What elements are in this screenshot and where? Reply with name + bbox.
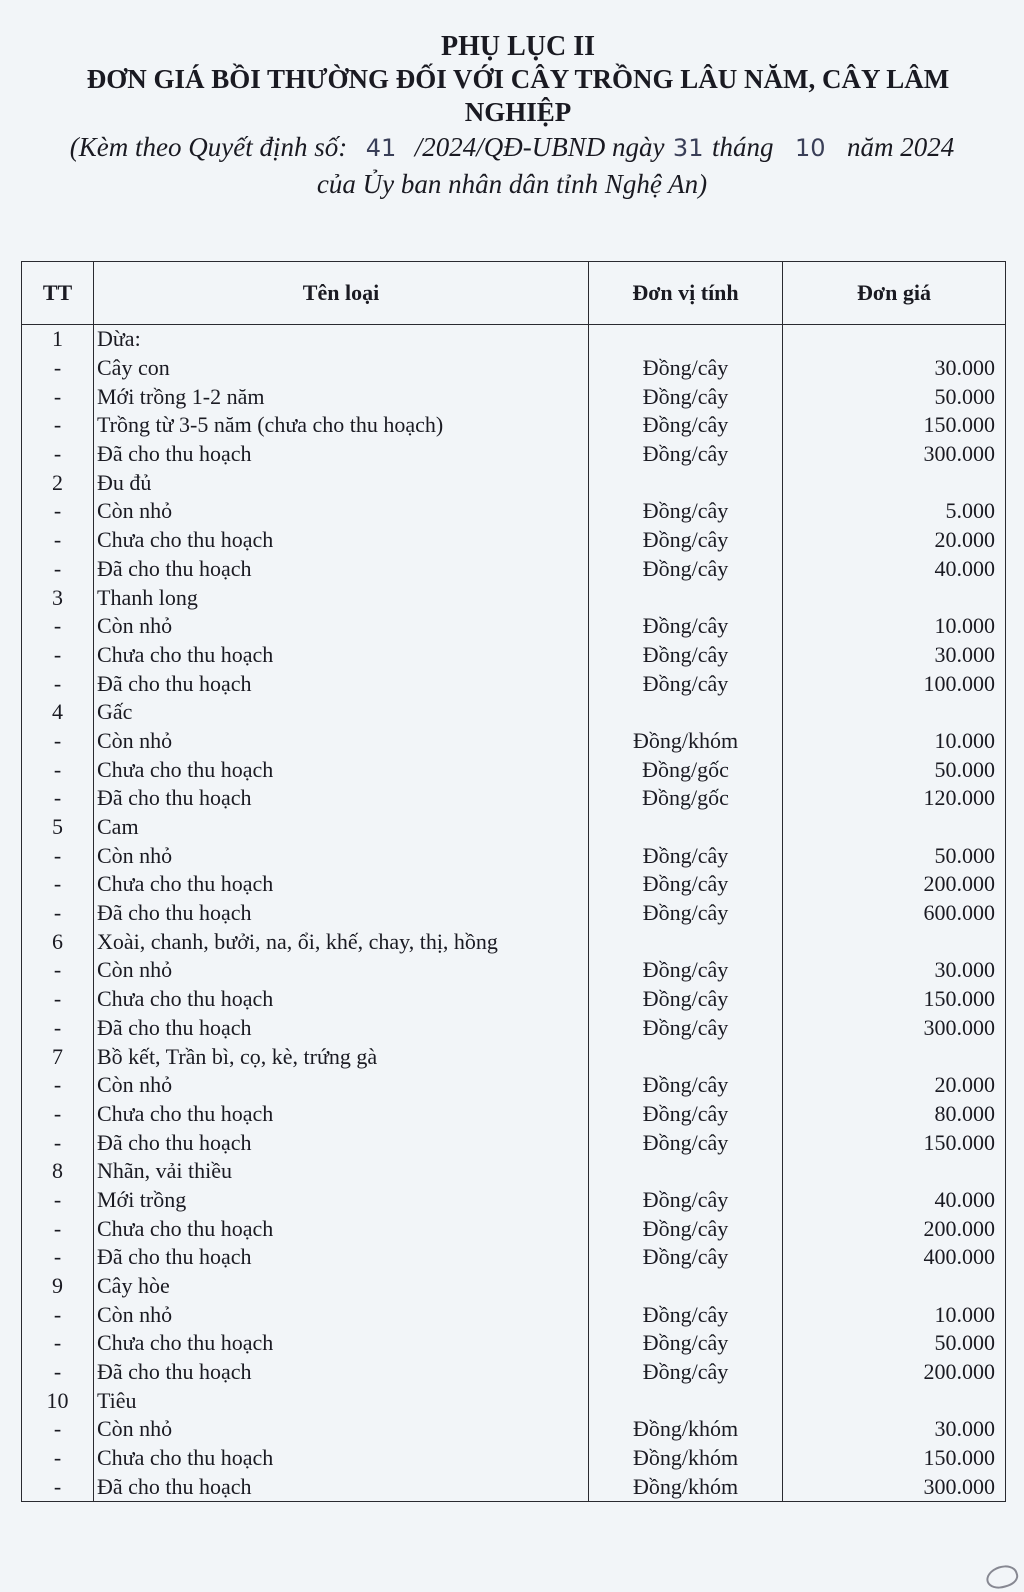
row-unit bbox=[589, 1386, 783, 1415]
ref-suffix: /2024/QĐ-UBND ngày bbox=[414, 132, 665, 162]
row-unit: Đồng/khóm bbox=[589, 1473, 783, 1502]
row-name: Tiêu bbox=[94, 1386, 589, 1415]
table-row bbox=[22, 382, 1006, 411]
row-name: Còn nhỏ bbox=[94, 497, 589, 526]
row-unit: Đồng/cây bbox=[589, 354, 783, 383]
table-row bbox=[22, 784, 1006, 813]
document-header bbox=[0, 30, 1024, 202]
ref-month-label: tháng bbox=[711, 132, 774, 162]
row-unit: Đồng/cây bbox=[589, 1358, 783, 1387]
row-name: Đã cho thu hoạch bbox=[94, 669, 589, 698]
row-price: 20.000 bbox=[783, 526, 1006, 555]
table-row bbox=[22, 325, 1006, 354]
row-price: 400.000 bbox=[783, 1243, 1006, 1272]
row-name: Mới trồng 1-2 năm bbox=[94, 382, 589, 411]
row-name: Gấc bbox=[94, 698, 589, 727]
table-row bbox=[22, 468, 1006, 497]
table-row bbox=[22, 411, 1006, 440]
decision-issuer: của Ủy ban nhân dân tỉnh Nghệ An) bbox=[316, 169, 708, 199]
row-price: 100.000 bbox=[783, 669, 1006, 698]
row-price: 30.000 bbox=[783, 354, 1006, 383]
row-price: 150.000 bbox=[783, 1128, 1006, 1157]
row-tt: 10 bbox=[22, 1386, 94, 1415]
row-name: Đã cho thu hoạch bbox=[94, 784, 589, 813]
row-name: Còn nhỏ bbox=[94, 956, 589, 985]
row-name: Đã cho thu hoạch bbox=[94, 1014, 589, 1043]
table-row bbox=[22, 1300, 1006, 1329]
row-unit bbox=[589, 468, 783, 497]
row-price: 200.000 bbox=[783, 870, 1006, 899]
row-unit: Đồng/cây bbox=[589, 669, 783, 698]
table-row bbox=[22, 1358, 1006, 1387]
row-name: Đã cho thu hoạch bbox=[94, 440, 589, 469]
col-header-tt: TT bbox=[22, 262, 94, 325]
row-price bbox=[783, 468, 1006, 497]
row-unit: Đồng/khóm bbox=[589, 727, 783, 756]
row-tt: - bbox=[22, 755, 94, 784]
row-unit: Đồng/cây bbox=[589, 440, 783, 469]
row-unit: Đồng/cây bbox=[589, 1014, 783, 1043]
row-name: Xoài, chanh, bưởi, na, ổi, khế, chay, thị, hồng bbox=[94, 927, 589, 956]
row-unit: Đồng/cây bbox=[589, 841, 783, 870]
row-tt: 1 bbox=[22, 325, 94, 354]
row-price: 200.000 bbox=[783, 1358, 1006, 1387]
row-name: Thanh long bbox=[94, 583, 589, 612]
table-row bbox=[22, 1415, 1006, 1444]
row-name: Trồng từ 3-5 năm (chưa cho thu hoạch) bbox=[94, 411, 589, 440]
row-price: 200.000 bbox=[783, 1214, 1006, 1243]
row-price bbox=[783, 698, 1006, 727]
table-row bbox=[22, 1100, 1006, 1129]
row-unit: Đồng/cây bbox=[589, 1071, 783, 1100]
table-row bbox=[22, 698, 1006, 727]
table-row bbox=[22, 354, 1006, 383]
row-price: 150.000 bbox=[783, 1444, 1006, 1473]
row-tt: - bbox=[22, 841, 94, 870]
ref-day-handwritten: 31 bbox=[672, 134, 704, 162]
row-tt: - bbox=[22, 985, 94, 1014]
row-name: Chưa cho thu hoạch bbox=[94, 1444, 589, 1473]
row-unit: Đồng/cây bbox=[589, 497, 783, 526]
row-price: 50.000 bbox=[783, 382, 1006, 411]
row-tt: - bbox=[22, 669, 94, 698]
row-tt: - bbox=[22, 1128, 94, 1157]
table-header-row bbox=[22, 262, 1006, 325]
row-unit bbox=[589, 583, 783, 612]
table-row bbox=[22, 612, 1006, 641]
row-tt: 2 bbox=[22, 468, 94, 497]
row-unit: Đồng/cây bbox=[589, 1329, 783, 1358]
row-price bbox=[783, 1157, 1006, 1186]
row-name: Nhãn, vải thiều bbox=[94, 1157, 589, 1186]
row-tt: - bbox=[22, 612, 94, 641]
appendix-title: PHỤ LỤC II bbox=[440, 31, 595, 62]
row-unit bbox=[589, 813, 783, 842]
row-price bbox=[783, 1386, 1006, 1415]
table-row bbox=[22, 1186, 1006, 1215]
row-tt: - bbox=[22, 1473, 94, 1502]
row-name: Còn nhỏ bbox=[94, 727, 589, 756]
row-name: Cây con bbox=[94, 354, 589, 383]
row-name: Chưa cho thu hoạch bbox=[94, 755, 589, 784]
row-tt: - bbox=[22, 1444, 94, 1473]
row-unit: Đồng/cây bbox=[589, 870, 783, 899]
row-name: Cây hòe bbox=[94, 1272, 589, 1301]
ref-month-handwritten: 10 bbox=[794, 134, 826, 162]
table-row bbox=[22, 870, 1006, 899]
row-unit: Đồng/cây bbox=[589, 1214, 783, 1243]
row-tt: - bbox=[22, 497, 94, 526]
row-unit: Đồng/gốc bbox=[589, 755, 783, 784]
row-price: 80.000 bbox=[783, 1100, 1006, 1129]
row-name: Còn nhỏ bbox=[94, 1071, 589, 1100]
table-row bbox=[22, 1386, 1006, 1415]
row-name: Chưa cho thu hoạch bbox=[94, 1100, 589, 1129]
row-tt: - bbox=[22, 1415, 94, 1444]
row-price bbox=[783, 325, 1006, 354]
row-price: 5.000 bbox=[783, 497, 1006, 526]
table-row bbox=[22, 641, 1006, 670]
row-tt: - bbox=[22, 1243, 94, 1272]
row-name: Mới trồng bbox=[94, 1186, 589, 1215]
row-tt: 6 bbox=[22, 927, 94, 956]
row-tt: - bbox=[22, 956, 94, 985]
row-tt: - bbox=[22, 1014, 94, 1043]
row-name: Còn nhỏ bbox=[94, 1300, 589, 1329]
row-unit: Đồng/cây bbox=[589, 555, 783, 584]
row-name: Bồ kết, Trần bì, cọ, kè, trứng gà bbox=[94, 1042, 589, 1071]
ref-year: năm 2024 bbox=[846, 132, 955, 162]
row-tt: - bbox=[22, 1186, 94, 1215]
row-tt: - bbox=[22, 1071, 94, 1100]
row-unit: Đồng/cây bbox=[589, 1128, 783, 1157]
row-price: 150.000 bbox=[783, 411, 1006, 440]
row-price: 30.000 bbox=[783, 1415, 1006, 1444]
row-unit: Đồng/cây bbox=[589, 899, 783, 928]
row-unit: Đồng/cây bbox=[589, 1186, 783, 1215]
row-name: Chưa cho thu hoạch bbox=[94, 1329, 589, 1358]
row-price bbox=[783, 813, 1006, 842]
table-row bbox=[22, 1473, 1006, 1502]
row-price bbox=[783, 927, 1006, 956]
row-price: 30.000 bbox=[783, 641, 1006, 670]
table-row bbox=[22, 583, 1006, 612]
table-row bbox=[22, 927, 1006, 956]
row-unit: Đồng/cây bbox=[589, 956, 783, 985]
row-name: Cam bbox=[94, 813, 589, 842]
row-price: 300.000 bbox=[783, 1014, 1006, 1043]
decision-reference bbox=[0, 129, 1024, 166]
row-price bbox=[783, 1042, 1006, 1071]
table-row bbox=[22, 1014, 1006, 1043]
table-row bbox=[22, 1444, 1006, 1473]
ref-prefix: (Kèm theo Quyết định số: bbox=[69, 132, 348, 162]
row-tt: - bbox=[22, 641, 94, 670]
appendix-subtitle-line1: ĐƠN GIÁ BỒI THƯỜNG ĐỐI VỚI CÂY TRỒNG LÂU NĂM, CÂY LÂM bbox=[86, 64, 950, 94]
row-unit: Đồng/khóm bbox=[589, 1415, 783, 1444]
row-name: Đã cho thu hoạch bbox=[94, 1128, 589, 1157]
row-unit: Đồng/cây bbox=[589, 526, 783, 555]
row-price: 300.000 bbox=[783, 440, 1006, 469]
row-unit bbox=[589, 1042, 783, 1071]
row-unit: Đồng/cây bbox=[589, 1300, 783, 1329]
row-price: 50.000 bbox=[783, 1329, 1006, 1358]
table-row bbox=[22, 755, 1006, 784]
row-tt: - bbox=[22, 870, 94, 899]
row-tt: 8 bbox=[22, 1157, 94, 1186]
row-unit bbox=[589, 698, 783, 727]
row-unit: Đồng/cây bbox=[589, 641, 783, 670]
table-row bbox=[22, 1329, 1006, 1358]
table-row bbox=[22, 555, 1006, 584]
row-tt: 7 bbox=[22, 1042, 94, 1071]
table-row bbox=[22, 526, 1006, 555]
row-tt: - bbox=[22, 727, 94, 756]
row-tt: - bbox=[22, 1358, 94, 1387]
row-price: 40.000 bbox=[783, 1186, 1006, 1215]
table-row bbox=[22, 899, 1006, 928]
row-unit: Đồng/cây bbox=[589, 382, 783, 411]
table-row bbox=[22, 1243, 1006, 1272]
row-tt: - bbox=[22, 526, 94, 555]
row-tt: 9 bbox=[22, 1272, 94, 1301]
row-name: Đu đủ bbox=[94, 468, 589, 497]
row-name: Còn nhỏ bbox=[94, 612, 589, 641]
row-price: 10.000 bbox=[783, 1300, 1006, 1329]
row-name: Đã cho thu hoạch bbox=[94, 555, 589, 584]
row-tt: - bbox=[22, 1300, 94, 1329]
row-price: 150.000 bbox=[783, 985, 1006, 1014]
row-name: Đã cho thu hoạch bbox=[94, 1358, 589, 1387]
row-unit bbox=[589, 927, 783, 956]
table-row bbox=[22, 985, 1006, 1014]
appendix-subtitle-line2: NGHIỆP bbox=[464, 97, 572, 127]
table-row bbox=[22, 813, 1006, 842]
row-unit: Đồng/khóm bbox=[589, 1444, 783, 1473]
row-price: 10.000 bbox=[783, 612, 1006, 641]
row-name: Chưa cho thu hoạch bbox=[94, 1214, 589, 1243]
table-row bbox=[22, 497, 1006, 526]
table-row bbox=[22, 1214, 1006, 1243]
row-price: 10.000 bbox=[783, 727, 1006, 756]
row-name: Đã cho thu hoạch bbox=[94, 899, 589, 928]
table-row bbox=[22, 1042, 1006, 1071]
row-name: Còn nhỏ bbox=[94, 1415, 589, 1444]
row-name: Chưa cho thu hoạch bbox=[94, 870, 589, 899]
table-row bbox=[22, 841, 1006, 870]
row-name: Chưa cho thu hoạch bbox=[94, 526, 589, 555]
compensation-price-table bbox=[21, 261, 1006, 1502]
row-tt: - bbox=[22, 784, 94, 813]
row-unit bbox=[589, 1272, 783, 1301]
row-unit bbox=[589, 325, 783, 354]
row-unit: Đồng/cây bbox=[589, 1243, 783, 1272]
row-tt: 3 bbox=[22, 583, 94, 612]
row-tt: - bbox=[22, 1329, 94, 1358]
col-header-name: Tên loại bbox=[94, 262, 589, 325]
row-name: Chưa cho thu hoạch bbox=[94, 641, 589, 670]
row-tt: - bbox=[22, 382, 94, 411]
handwritten-mark bbox=[983, 1562, 1020, 1592]
row-tt: - bbox=[22, 899, 94, 928]
row-unit bbox=[589, 1157, 783, 1186]
row-price bbox=[783, 583, 1006, 612]
col-header-price: Đơn giá bbox=[783, 262, 1006, 325]
row-tt: 5 bbox=[22, 813, 94, 842]
row-price bbox=[783, 1272, 1006, 1301]
row-name: Đã cho thu hoạch bbox=[94, 1473, 589, 1502]
row-price: 30.000 bbox=[783, 956, 1006, 985]
row-price: 20.000 bbox=[783, 1071, 1006, 1100]
row-unit: Đồng/cây bbox=[589, 1100, 783, 1129]
table-row bbox=[22, 1128, 1006, 1157]
table-row bbox=[22, 669, 1006, 698]
col-header-unit: Đơn vị tính bbox=[589, 262, 783, 325]
table-row bbox=[22, 727, 1006, 756]
row-unit: Đồng/cây bbox=[589, 985, 783, 1014]
ref-number-handwritten: 41 bbox=[365, 134, 397, 162]
row-tt: - bbox=[22, 555, 94, 584]
table-row bbox=[22, 1272, 1006, 1301]
row-unit: Đồng/gốc bbox=[589, 784, 783, 813]
row-unit: Đồng/cây bbox=[589, 411, 783, 440]
row-name: Dừa: bbox=[94, 325, 589, 354]
table-row bbox=[22, 440, 1006, 469]
row-price: 300.000 bbox=[783, 1473, 1006, 1502]
row-unit: Đồng/cây bbox=[589, 612, 783, 641]
row-tt: - bbox=[22, 1100, 94, 1129]
row-name: Đã cho thu hoạch bbox=[94, 1243, 589, 1272]
row-name: Chưa cho thu hoạch bbox=[94, 985, 589, 1014]
row-price: 120.000 bbox=[783, 784, 1006, 813]
table-row bbox=[22, 1071, 1006, 1100]
table-row bbox=[22, 956, 1006, 985]
row-tt: - bbox=[22, 411, 94, 440]
row-price: 50.000 bbox=[783, 841, 1006, 870]
row-tt: - bbox=[22, 440, 94, 469]
row-tt: 4 bbox=[22, 698, 94, 727]
row-price: 40.000 bbox=[783, 555, 1006, 584]
row-price: 600.000 bbox=[783, 899, 1006, 928]
row-price: 50.000 bbox=[783, 755, 1006, 784]
row-tt: - bbox=[22, 1214, 94, 1243]
row-tt: - bbox=[22, 354, 94, 383]
table-row bbox=[22, 1157, 1006, 1186]
row-name: Còn nhỏ bbox=[94, 841, 589, 870]
